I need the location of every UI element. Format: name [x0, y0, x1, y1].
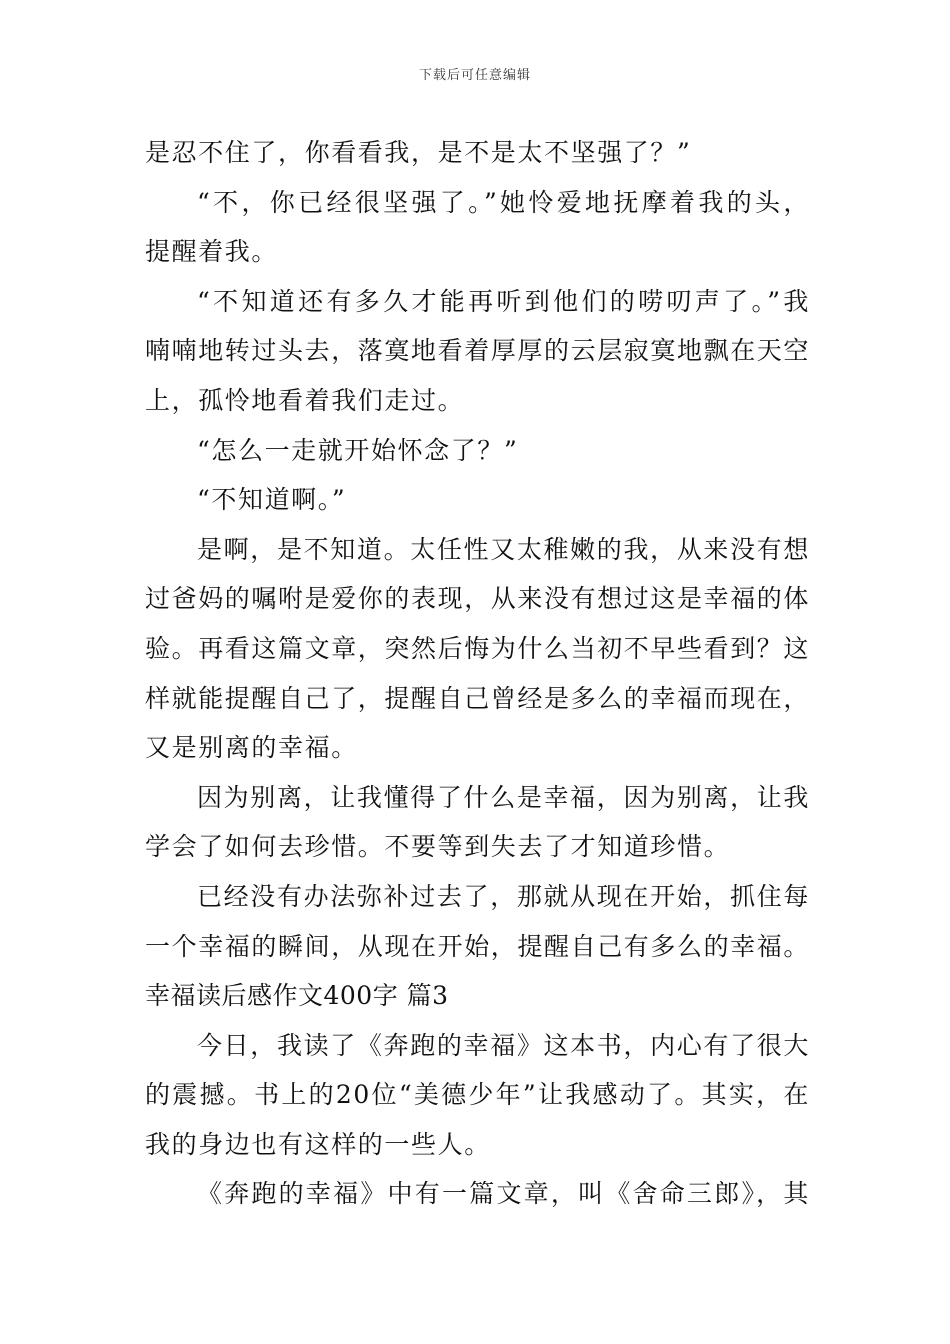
text-line: 一个幸福的瞬间，从现在开始，提醒自己有多么的幸福。 — [145, 931, 811, 961]
text-line: “不知道啊。” — [197, 485, 347, 515]
text-line: 验。再看这篇文章，突然后悔为什么当初不早些看到？这 — [145, 633, 810, 663]
text-line: 是啊，是不知道。太任性又太稚嫩的我，从来没有想 — [197, 534, 810, 564]
document-body — [145, 128, 810, 1219]
text-line: 《奔跑的幸福》中有一篇文章，叫《舍命三郎》，其 — [197, 1179, 810, 1209]
section-heading: 幸福读后感作文400字 篇3 — [145, 981, 449, 1011]
text-line: 我的身边也有这样的一些人。 — [145, 1129, 491, 1159]
text-line: 是忍不住了，你看看我，是不是太不坚强了？” — [145, 138, 692, 167]
text-line: 又是别离的幸福。 — [145, 733, 358, 763]
text-line: 上，孤怜地看着我们走过。 — [145, 385, 465, 415]
text-line: 提醒着我。 — [145, 237, 279, 267]
text-line: 已经没有办法弥补过去了，那就从现在开始，抓住每 — [197, 881, 810, 911]
text-line: “不知道还有多久才能再听到他们的唠叨声了。”我 — [197, 286, 810, 316]
text-line: 学会了如何去珍惜。不要等到失去了才知道珍惜。 — [145, 832, 731, 862]
text-line: 过爸妈的嘱咐是爱你的表现，从来没有想过这是幸福的体 — [145, 584, 810, 614]
text-line: 今日，我读了《奔跑的幸福》这本书，内心有了很大 — [197, 1030, 810, 1060]
text-line: 因为别离，让我懂得了什么是幸福，因为别离，让我 — [197, 782, 810, 812]
page-header-note: 下载后可任意编辑 — [418, 68, 531, 83]
text-line: “怎么一走就开始怀念了？” — [197, 435, 519, 465]
text-line: 样就能提醒自己了，提醒自己曾经是多么的幸福而现在， — [145, 683, 810, 713]
text-line: “不，你已经很坚强了。”她怜爱地抚摩着我的头， — [197, 187, 810, 217]
text-line: 喃喃地转过头去，落寞地看着厚厚的云层寂寞地飘在天空 — [145, 336, 810, 366]
text-line: 的震撼。书上的20位“美德少年”让我感动了。其实，在 — [145, 1080, 810, 1110]
